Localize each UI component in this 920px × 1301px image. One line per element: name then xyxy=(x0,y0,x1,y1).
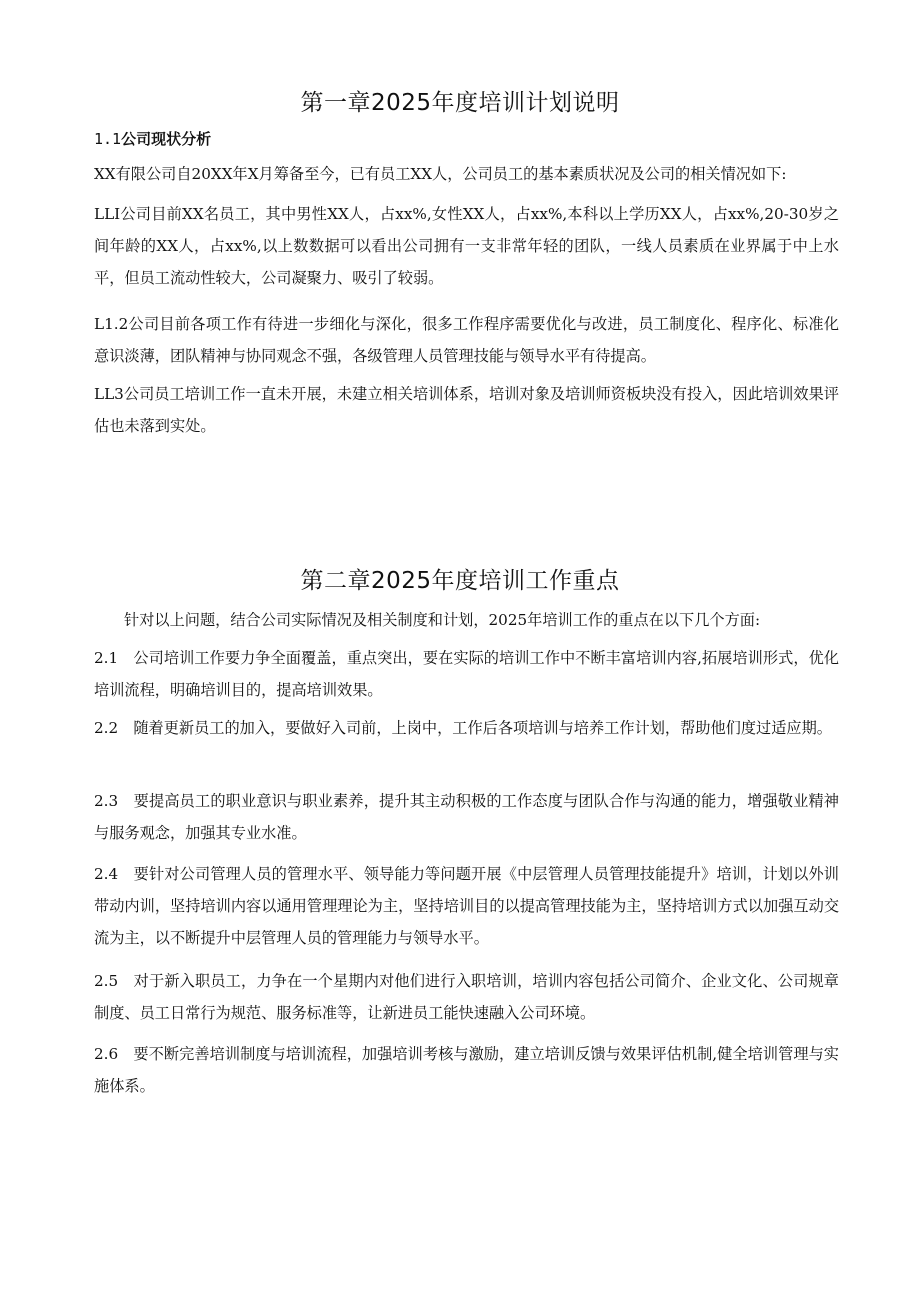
list-item-2-2: 2.2 随着更新员工的加入，要做好入司前，上岗中，工作后各项培训与培养工作计划，帮助他们度过适应期。 xyxy=(94,719,832,737)
list-item-2-5: 2.5 对于新入职员工，力争在一个星期内对他们进行入职培训，培训内容包括公司简介、企业文化、公司规章制度、员工日常行为规范、服务标准等，让新进员工能快速融入公司环境。 xyxy=(94,972,839,1022)
list-item-2-3: 2.3 要提高员工的职业意识与职业素养，提升其主动积极的工作态度与团队合作与沟通的能力，增强敬业精神与服务观念，加强其专业水准。 xyxy=(94,792,839,842)
chapter-1-title: 第一章2025年度培训计划说明 xyxy=(300,90,620,116)
chapter-2-title: 第二章2025年度培训工作重点 xyxy=(300,568,620,594)
section-1-1-heading xyxy=(94,128,211,149)
paragraph-chapter-2-intro: 针对以上问题，结合公司实际情况及相关制度和计划，2025年培训工作的重点在以下几个方面: xyxy=(124,611,761,629)
section-number: 1.1 xyxy=(94,130,122,148)
paragraph-training-status: LL3公司员工培训工作一直未开展，未建立相关培训体系，培训对象及培训师资板块没有投入，因此培训效果评估也未落到实处。 xyxy=(94,385,839,435)
paragraph-company-overview: XX有限公司自20XX年X月筹备至今，已有员工XX人，公司员工的基本素质状况及公司的相关情况如下: xyxy=(94,165,787,183)
section-title: 公司现状分析 xyxy=(121,130,212,148)
paragraph-work-refinement: L1.2公司目前各项工作有待进一步细化与深化，很多工作程序需要优化与改进，员工制度化、程序化、标准化意识淡薄，团队精神与协同观念不强，各级管理人员管理技能与领导水平有待提高。 xyxy=(94,315,839,365)
list-item-2-4: 2.4 要针对公司管理人员的管理水平、领导能力等问题开展《中层管理人员管理技能提升》培训，计划以外训带动内训，坚持培训内容以通用管理理论为主，坚持培训目的以提高管理技能为主，坚持培训方式以加强互动交流为主，以不断提升中层管理人员的管理能力与领导水平。 xyxy=(94,865,839,947)
list-item-2-6: 2.6 要不断完善培训制度与培训流程，加强培训考核与激励，建立培训反馈与效果评估机制,健全培训管理与实施体系。 xyxy=(94,1045,839,1095)
paragraph-staff-statistics: LLI公司目前XX名员工，其中男性XX人，占xx%,女性XX人，占xx%,本科以上学历XX人，占xx%,20-30岁之间年龄的XX人，占xx%,以上数数据可以看出公司拥有一支非常年轻的团队，一线人员素质在业界属于中上水平，但员工流动性较大，公司凝聚力、吸引了较弱。 xyxy=(94,205,839,287)
list-item-2-1: 2.1 公司培训工作要力争全面覆盖，重点突出，要在实际的培训工作中不断丰富培训内容,拓展培训形式，优化培训流程，明确培训目的，提高培训效果。 xyxy=(94,649,839,699)
